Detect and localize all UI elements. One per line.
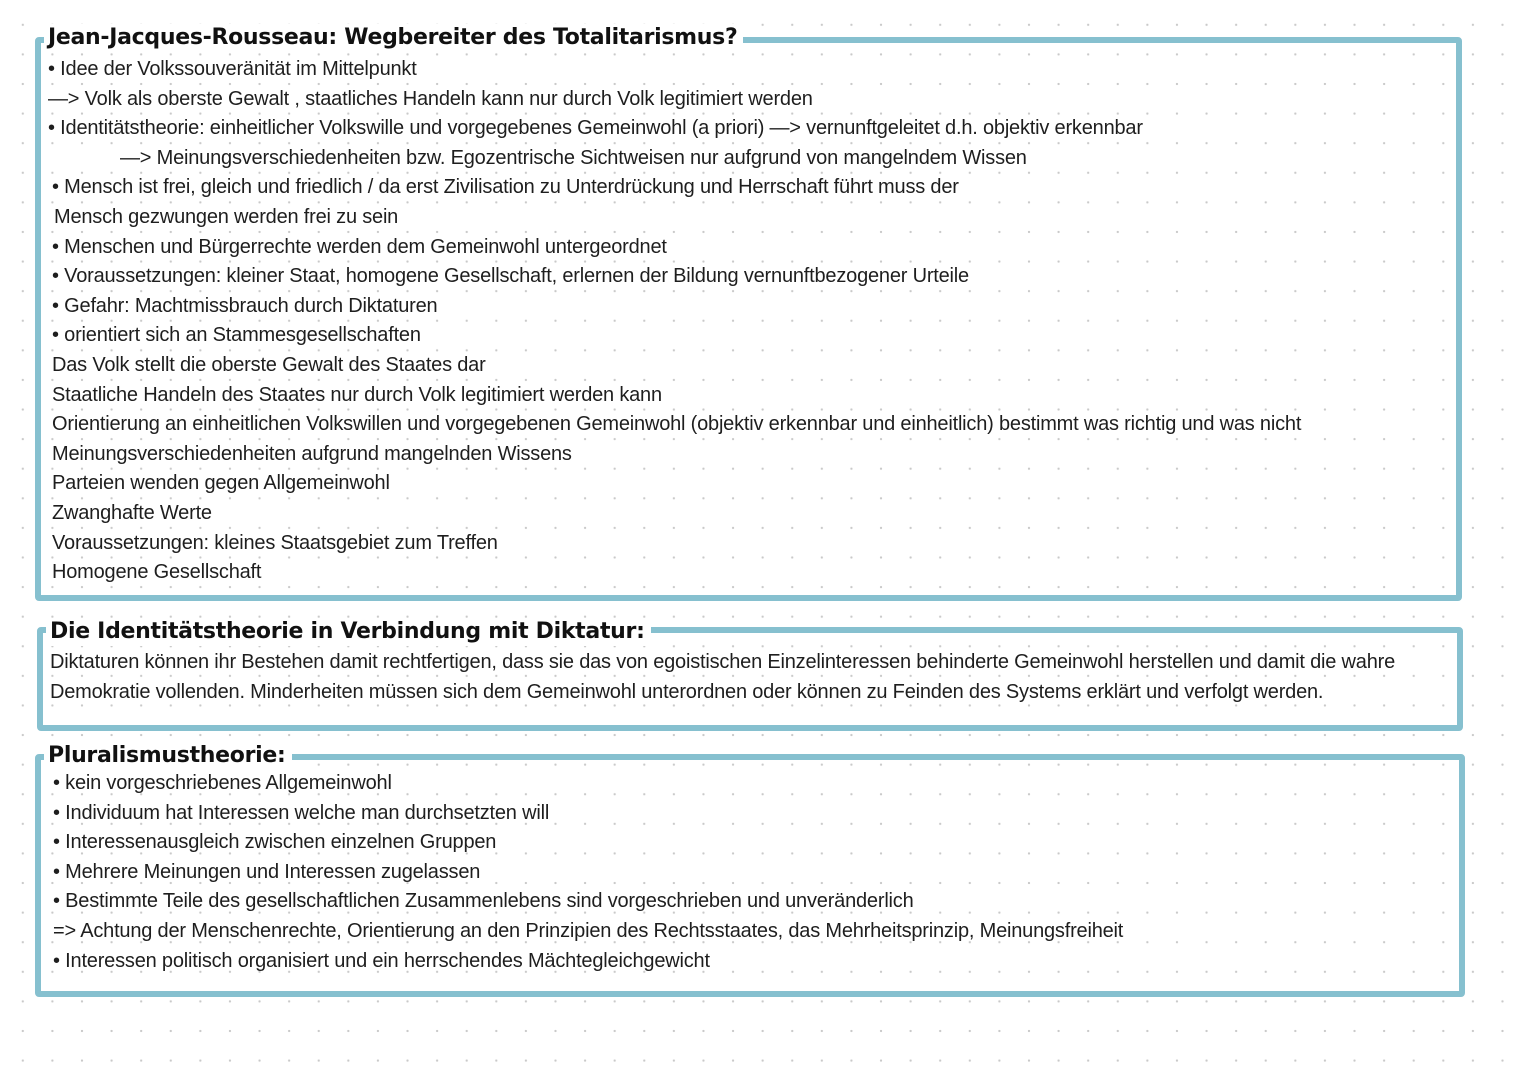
note-line: Staatliche Handeln des Staates nur durch Volk legitimiert werden kann <box>52 383 662 406</box>
diktatur-text: Diktaturen können ihr Bestehen damit rechtfertigen, dass sie das von egoistischen Einzelinteressen behinderte Gemeinwohl herstellen und damit die wahre Demokratie vollenden. Minderheiten müssen sich dem Gemeinwohl unterordnen oder können zu Feinden des Systems erklärt und verfolgt werden. <box>50 651 1396 703</box>
note-line: • Mensch ist frei, gleich und friedlich / da erst Zivilisation zu Unterdrückung und Herrschaft führt muss der <box>52 176 959 199</box>
note-line: Voraussetzungen: kleines Staatsgebiet zum Treffen <box>52 531 498 554</box>
note-line: • Menschen und Bürgerrechte werden dem Gemeinwohl untergeordnet <box>52 235 667 258</box>
note-line: • Idee der Volkssouveränität im Mittelpunkt <box>48 58 417 80</box>
rousseau-lines <box>48 55 1301 588</box>
diktatur-title: Die Identitätstheorie in Verbindung mit Diktatur: <box>46 618 651 646</box>
note-line: • Gefahr: Machtmissbrauch durch Diktaturen <box>52 294 438 317</box>
note-line: • kein vorgeschriebenes Allgemeinwohl <box>53 772 392 794</box>
note-line: Meinungsverschiedenheiten aufgrund mangelnden Wissens <box>52 442 572 465</box>
note-line: • Interessenausgleich zwischen einzelnen Gruppen <box>53 831 497 854</box>
note-line: • Interessen politisch organisiert und ein herrschendes Mächtegleichgewicht <box>53 949 710 972</box>
note-line: Orientierung an einheitlichen Volkswillen und vorgegebenen Gemeinwohl (objektiv erkennbar und einheitlich) bestimmt was richtig und was nicht <box>52 413 1302 436</box>
note-line: Zwanghafte Werte <box>52 501 212 524</box>
note-line: —> Meinungsverschiedenheiten bzw. Egozentrische Sichtweisen nur aufgrund von mangelndem Wissen <box>120 146 1027 169</box>
note-line: • Voraussetzungen: kleiner Staat, homogene Gesellschaft, erlernen der Bildung vernunftbezogener Urteile <box>52 265 969 288</box>
note-line: • Bestimmte Teile des gesellschaftlichen Zusammenlebens sind vorgeschrieben und unveränderlich <box>53 890 914 913</box>
note-line: Parteien wenden gegen Allgemeinwohl <box>52 472 390 495</box>
note-line: Homogene Gesellschaft <box>52 561 262 584</box>
rousseau-title: Jean-Jacques-Rousseau: Wegbereiter des Totalitarismus? <box>44 24 743 52</box>
note-line: => Achtung der Menschenrechte, Orientierung an den Prinzipien des Rechtsstaates, das Mehrheitsprinzip, Meinungsfreiheit <box>53 919 1124 942</box>
note-line: —> Volk als oberste Gewalt , staatliches Handeln kann nur durch Volk legitimiert werden <box>48 87 813 110</box>
note-line: • Identitätstheorie: einheitlicher Volkswille und vorgegebenes Gemeinwohl (a priori) —> vernunftgeleitet d.h. objektiv erkennbar <box>48 117 1143 140</box>
note-line: • Mehrere Meinungen und Interessen zugelassen <box>53 860 481 883</box>
pluralismus-title: Pluralismustheorie: <box>44 742 292 770</box>
note-line: Mensch gezwungen werden frei zu sein <box>54 205 399 228</box>
note-line: • Individuum hat Interessen welche man durchsetzten will <box>53 801 550 824</box>
note-line: Das Volk stellt die oberste Gewalt des Staates dar <box>52 353 486 376</box>
note-line: • orientiert sich an Stammesgesellschaften <box>52 324 421 347</box>
pluralismus-lines <box>53 769 1123 976</box>
